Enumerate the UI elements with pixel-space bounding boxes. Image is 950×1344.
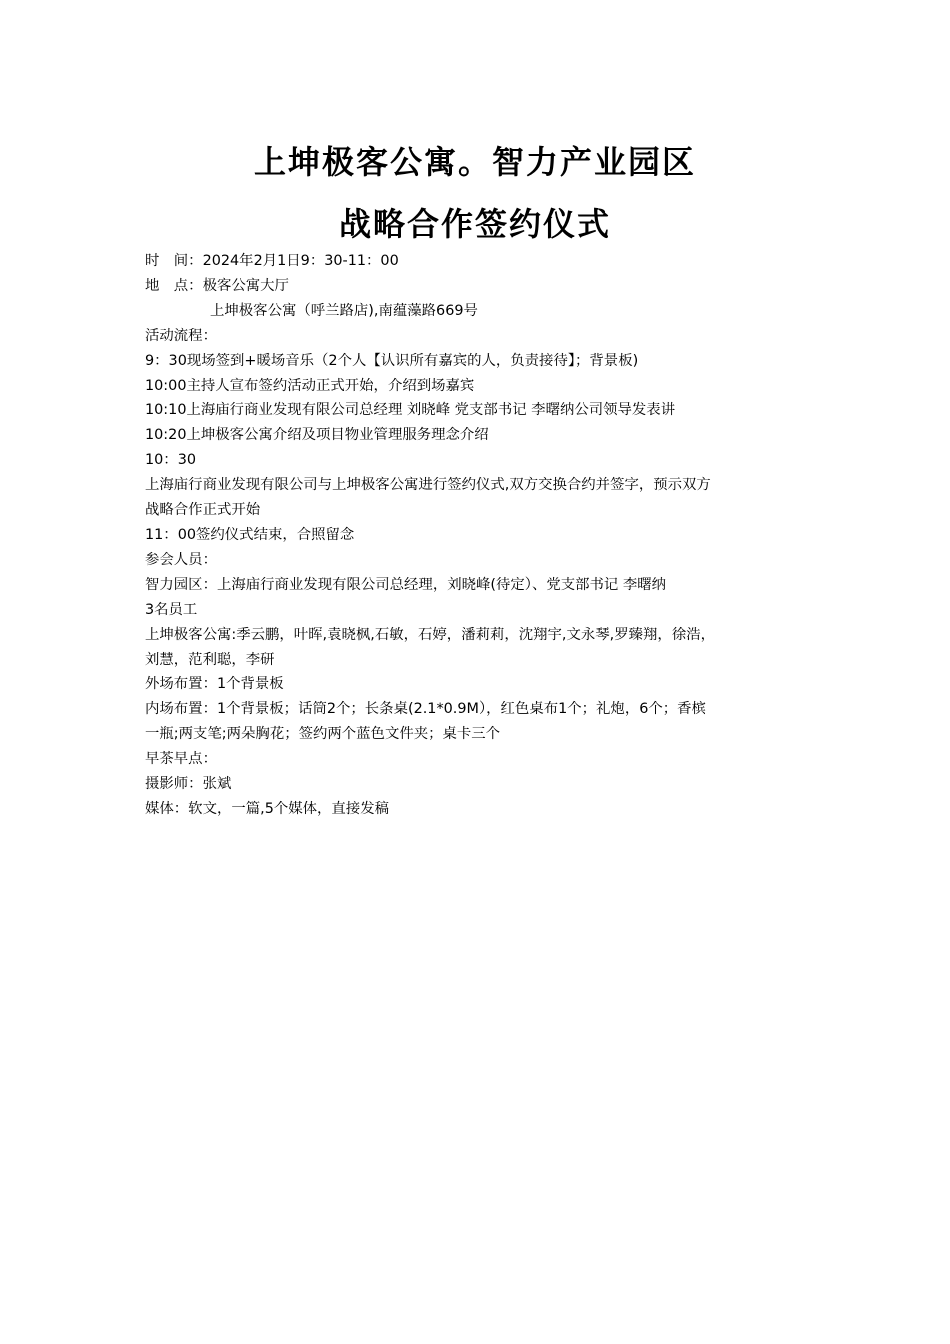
address-line: 上坤极客公寓（呼兰路店),南蕴藻路669号 — [210, 302, 478, 319]
agenda-item-1030-time: 10：30 — [145, 452, 197, 469]
agenda-item-1030-text: 上海庙行商业发现有限公司与上坤极客公寓进行签约仪式,双方交换合约并签字，预示双方 — [145, 477, 711, 494]
attendees-apartment: 上坤极客公寓:季云鹏，叶晖,袁晓枫,石敏，石婷，潘莉莉，沈翔宇,文永琴,罗臻翔，徐浩， — [145, 626, 715, 643]
attendees-park-staff: 3名员工 — [145, 601, 198, 618]
agenda-heading: 活动流程： — [145, 327, 217, 344]
location-line: 地 点：极客公寓大厅 — [145, 277, 289, 294]
agenda-item-1010: 10:10上海庙行商业发现有限公司总经理 刘晓峰 党支部书记 李曙纳公司领导发表讲 — [145, 402, 676, 419]
agenda-item-0930: 9：30现场签到+暖场音乐（2个人【认识所有嘉宾的人，负责接待】；背景板) — [145, 352, 639, 369]
document-title-line-1: 上坤极客公寓。智力产业园区 — [253, 143, 696, 181]
document-body — [145, 249, 810, 822]
indoor-setup: 内场布置：1个背景板；话筒2个；长条桌(2.1*0.9M），红色桌布1个；礼炮，6个；香槟 — [145, 701, 706, 718]
breakfast-line: 早茶早点： — [145, 751, 217, 768]
agenda-item-1030-text-cont: 战略合作正式开始 — [145, 502, 261, 519]
outdoor-setup: 外场布置：1个背景板 — [145, 676, 284, 693]
attendees-apartment-cont: 刘慧，范利聪，李研 — [145, 651, 275, 668]
attendees-park: 智力园区：上海庙行商业发现有限公司总经理，刘晓峰(待定）、党支部书记 李曙纳 — [145, 576, 667, 593]
time-line: 时 间：2024年2月1日9：30-11：00 — [145, 253, 399, 269]
agenda-item-1020: 10:20上坤极客公寓介绍及项目物业管理服务理念介绍 — [145, 427, 489, 444]
attendees-heading: 参会人员： — [145, 551, 217, 568]
agenda-item-1100: 11：00签约仪式结束，合照留念 — [145, 526, 355, 543]
indoor-setup-cont: 一瓶;两支笔;两朵胸花；签约两个蓝色文件夹；桌卡三个 — [145, 726, 501, 743]
media-line: 媒体：软文，一篇,5个媒体，直接发稿 — [145, 800, 389, 817]
photographer-line: 摄影师：张斌 — [145, 776, 232, 793]
agenda-item-1000: 10:00主持人宣布签约活动正式开始，介绍到场嘉宾 — [145, 377, 475, 394]
document-title-line-2: 战略合作签约仪式 — [338, 205, 611, 243]
